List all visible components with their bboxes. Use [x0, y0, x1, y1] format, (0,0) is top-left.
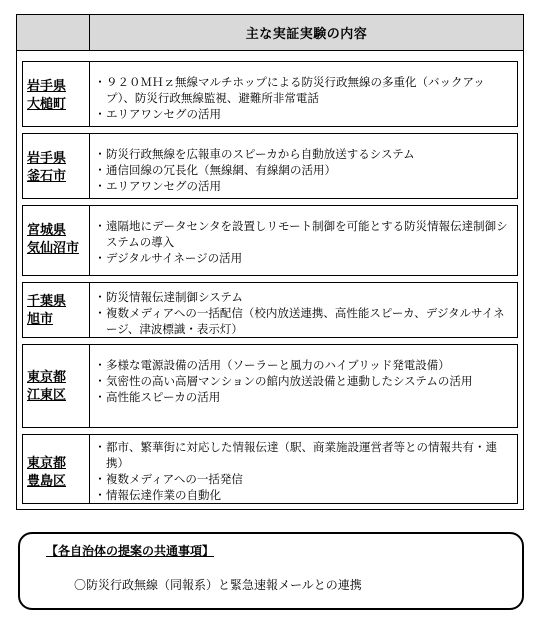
bullet-mark: ・ — [94, 75, 106, 89]
list-item — [94, 389, 513, 405]
experiment-items — [94, 289, 513, 337]
bullet-mark: ・ — [94, 107, 106, 121]
table-row — [22, 282, 518, 338]
item-text: デジタルサイネージの活用 — [106, 251, 243, 265]
item-text: 気密性の高い高層マンションの館内放送設備と連動したシステムの活用 — [106, 374, 473, 388]
bullet-mark: ・ — [94, 440, 106, 454]
item-text: 多様な電源設備の活用（ソーラーと風力のハイブリッド発電設備） — [106, 358, 450, 372]
prefecture-name: 東京都 — [27, 370, 67, 385]
prefecture-name: 岩手県 — [27, 151, 67, 166]
bullet-mark: ・ — [94, 219, 106, 233]
table-row-koto — [16, 344, 524, 428]
table-row-kesennuma — [16, 205, 524, 276]
experiment-items — [94, 218, 513, 266]
table-row — [22, 205, 518, 276]
bullet-mark: ・ — [94, 472, 106, 486]
item-text: ９２０ＭＨｚ無線マルチホップによる防災行政無線の多重化（バックアップ）、防災行政無線監視、避難所非常電話 — [106, 75, 485, 105]
municipality-name: 大槌町 — [27, 97, 67, 112]
item-text: 遠隔地にデータセンタを設置しリモート制御を可能とする防災情報伝達制御システムの導入 — [106, 219, 508, 249]
experiment-items — [94, 439, 513, 503]
item-text: 通信回線の冗長化（無線網、有線網の活用） — [106, 163, 336, 177]
municipality-label — [23, 283, 90, 337]
municipality-name: 旭市 — [27, 312, 54, 327]
experiment-items — [94, 146, 513, 194]
table-row — [22, 61, 518, 127]
table-row — [22, 133, 518, 199]
bullet-mark: ・ — [94, 306, 106, 320]
bullet-mark: ・ — [94, 163, 106, 177]
list-item — [94, 289, 513, 305]
list-item — [94, 146, 513, 162]
table-row — [22, 434, 518, 504]
list-item — [94, 250, 513, 266]
common-item: 〇防災行政無線（同報系）と緊急速報メールとの連携 — [74, 578, 362, 592]
bullet-mark: ・ — [94, 488, 106, 502]
list-item — [94, 178, 513, 194]
municipality-name: 豊島区 — [27, 474, 67, 489]
prefecture-name: 宮城県 — [27, 223, 67, 238]
item-text: 都市、繁華街に対応した情報伝達（駅、商業施設運営者等との情報共有・連携） — [106, 440, 497, 470]
prefecture-name: 東京都 — [27, 456, 67, 471]
table-row-otsuchi — [16, 61, 524, 127]
experiment-items — [94, 357, 513, 405]
municipality-label — [23, 62, 90, 126]
item-text: 防災行政無線を広報車のスピーカから自動放送するシステム — [106, 147, 415, 161]
bullet-mark: ・ — [94, 358, 106, 372]
bullet-mark: ・ — [94, 390, 106, 404]
item-text: エリアワンセグの活用 — [106, 179, 221, 193]
list-item — [94, 162, 513, 178]
item-text: 複数メディアへの一括配信（校内放送連携、高性能スピーカ、デジタルサイネージ、津波標識・表示灯） — [106, 306, 505, 336]
list-item — [94, 439, 513, 471]
bullet-mark: ・ — [94, 251, 106, 265]
municipality-label — [23, 134, 90, 198]
common-items-box — [18, 532, 524, 610]
item-text: エリアワンセグの活用 — [106, 107, 221, 121]
list-item — [94, 106, 513, 122]
table-row-kamaishi — [16, 133, 524, 199]
item-text: 防災情報伝達制御システム — [106, 290, 243, 304]
list-item — [94, 305, 513, 337]
bullet-mark: ・ — [94, 179, 106, 193]
list-item — [94, 357, 513, 373]
bullet-mark: ・ — [94, 374, 106, 388]
bullet-mark: ・ — [94, 147, 106, 161]
list-item — [94, 471, 513, 487]
item-text: 複数メディアへの一括発信 — [106, 472, 243, 486]
table-header — [16, 14, 524, 51]
municipality-label — [23, 206, 90, 275]
list-item — [94, 373, 513, 389]
experiment-items — [94, 74, 513, 122]
municipality-label — [23, 435, 90, 503]
list-item — [94, 218, 513, 250]
bullet-mark: ・ — [94, 290, 106, 304]
table-header-title: 主な実証実験の内容 — [245, 27, 368, 42]
municipality-name: 江東区 — [27, 388, 67, 403]
municipality-name: 気仙沼市 — [27, 241, 80, 256]
prefecture-name: 岩手県 — [27, 79, 67, 94]
table-row — [22, 344, 518, 428]
item-text: 情報伝達作業の自動化 — [106, 488, 221, 502]
item-text: 高性能スピーカの活用 — [106, 390, 221, 404]
common-items-title: 【各自治体の提案の共通事項】 — [46, 544, 215, 558]
list-item — [94, 74, 513, 106]
list-item — [94, 487, 513, 503]
municipality-name: 釜石市 — [27, 169, 67, 184]
table-row-asahi — [16, 282, 524, 338]
prefecture-name: 千葉県 — [27, 294, 67, 309]
table-row-toshima — [16, 434, 524, 504]
municipality-label — [23, 345, 90, 427]
header-corner-cell — [17, 15, 90, 50]
